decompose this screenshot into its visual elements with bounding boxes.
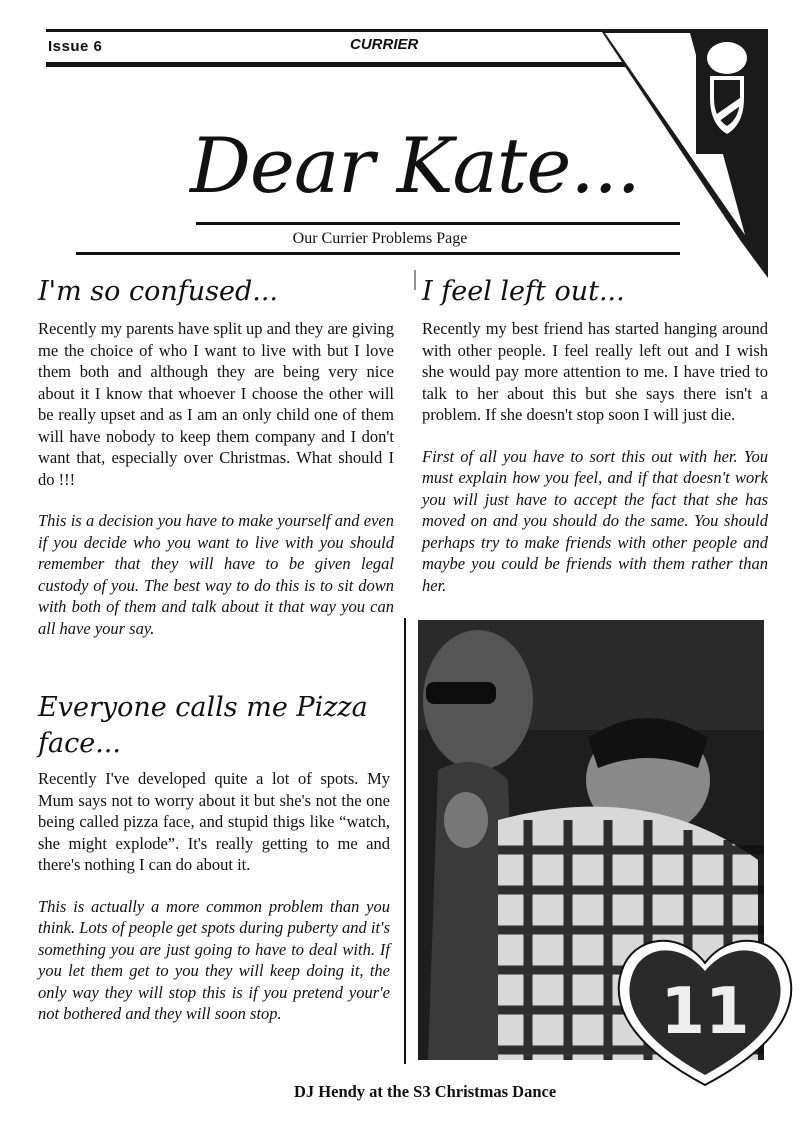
letter-answer: First of all you have to sort this out with her. You must explain how you feel, and if that doesn't work you will just have to accept the fact that she has moved on and you should do the same. You should perhaps try to make friends with other people and maybe you could be friends with them rather than her.	[422, 446, 768, 595]
page-subtitle: Our Currier Problems Page	[292, 230, 468, 247]
letter-answer: This is actually a more common problem than you think. Lots of people get spots during puberty and it's something you are just going to have to deal with. If you let them get to you they will keep doing it, the only way they will stop this is if you pretend your'e not bothered and they will soon stop.	[38, 896, 390, 1023]
heart-badge-number: 11	[660, 975, 750, 1049]
photo-divider	[404, 618, 406, 1064]
school-crest-icon	[696, 36, 758, 154]
photo-caption: DJ Hendy at the S3 Christmas Dance	[294, 1082, 557, 1101]
letter-problem: Recently I've developed quite a lot of spots. My Mum says not to worry about it but she's not the one being called pizza face, and stupid thigs like “watch, she might explode”. It's really getting to me and there's nothing I can do about it.	[38, 769, 390, 874]
page-title: Dear Kate...	[190, 121, 640, 210]
letter-card	[38, 768, 390, 1025]
masthead-logo: CURRIER	[350, 36, 419, 53]
letter-answer: This is a decision you have to make yourself and even if you decide who you want to live with you should remember that they will have to be given legal custody of you. The best way to do this is to sit down with both of them and talk about it that way you can all have your say.	[38, 511, 394, 638]
letter-problem: Recently my best friend has started hanging around with other people. I feel really left out and I wish she would pay more attention to me. I have tried to talk to her about this but she says there isn't a problem. If she doesn't stop soon I will just die.	[422, 319, 768, 424]
letter-heading: I feel left out...	[422, 276, 625, 307]
letter-problem: Recently my parents have split up and they are giving me the choice of who I want to live with but I love them both and although they are being very nice about it I know that whoever I choose the other will be really upset and as I am an only child one of them will have nobody to keep them company and I don't want that, especially over Christmas. What should I do !!!	[38, 319, 394, 489]
letter-card	[422, 318, 768, 596]
letter-heading: Everyone calls me Pizza	[38, 692, 368, 723]
letter-heading: I'm so confused...	[38, 276, 278, 307]
issue-number: Issue 6	[48, 38, 103, 55]
letter-card	[38, 318, 394, 639]
letter-heading: face...	[38, 728, 121, 759]
